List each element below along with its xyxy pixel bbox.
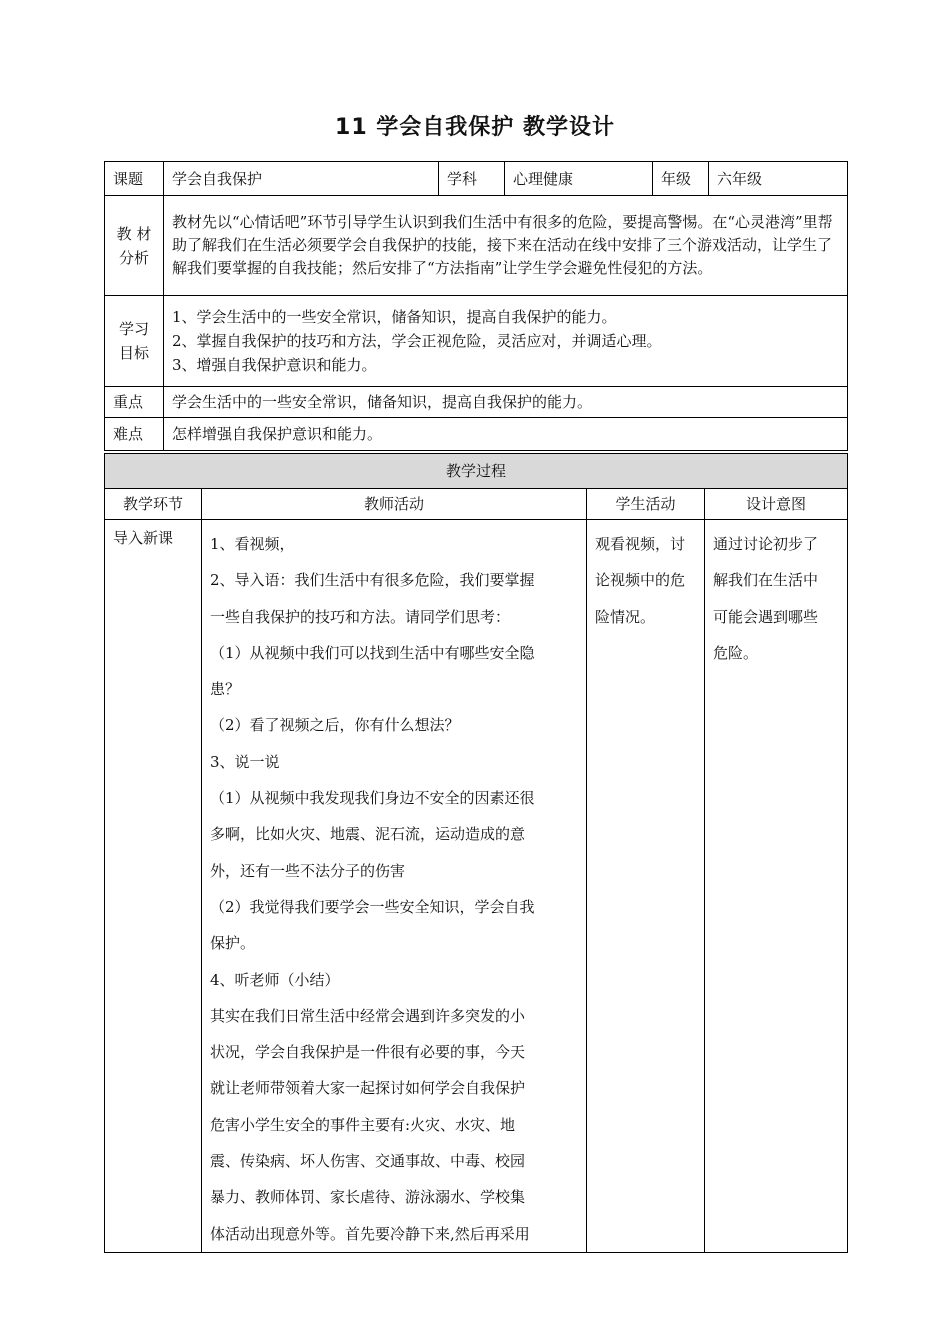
column-stage: 教学环节 [105, 489, 202, 520]
intent-line: 解我们在生活中 [713, 571, 819, 590]
key-text: 学会生活中的一些安全常识，储备知识，提高自我保护的能力。 [164, 387, 848, 418]
teacher-line: 3、说一说 [210, 752, 280, 771]
column-teacher: 教师活动 [202, 489, 587, 520]
teacher-line: 1、看视频， [210, 535, 295, 553]
intent-line: 通过讨论初步了 [713, 535, 819, 553]
stage-name: 导入新课 [105, 520, 202, 1253]
topic-row [105, 162, 848, 196]
student-activity [587, 520, 705, 1253]
topic-value: 学会自我保护 [164, 162, 439, 196]
grade-label: 年级 [653, 162, 709, 196]
subject-value: 心理健康 [505, 162, 653, 196]
difficulty-text: 怎样增强自我保护意识和能力。 [164, 418, 848, 451]
teacher-line: 震、传染病、坏人伤害、交通事故、中毒、校园 [210, 1152, 526, 1171]
key-label: 重点 [105, 387, 164, 418]
teacher-line: 状况，学会自我保护是一件很有必要的事，今天 [210, 1043, 526, 1062]
difficulty-label: 难点 [105, 418, 164, 451]
goal-item: 2、掌握自我保护的技巧和方法，学会正视危险，灵活应对，并调适心理。 [172, 332, 662, 350]
teacher-line: 危害小学生安全的事件主要有:火灾、水灾、地 [210, 1115, 516, 1134]
teacher-line: 2、导入语：我们生活中有很多危险，我们要掌握 [210, 571, 535, 590]
process-table [104, 453, 848, 1253]
goals-list [164, 296, 848, 387]
intent-line: 危险。 [713, 643, 759, 662]
teacher-line: （2）我觉得我们要学会一些安全知识，学会自我 [210, 897, 535, 916]
teacher-line: 就让老师带领着大家一起探讨如何学会自我保护 [210, 1079, 526, 1098]
process-heading: 教学过程 [105, 454, 848, 489]
teacher-line: 外，还有一些不法分子的伤害 [210, 861, 406, 880]
teacher-line: 保护。 [210, 934, 256, 953]
column-student: 学生活动 [587, 489, 705, 520]
teacher-line: 一些自我保护的技巧和方法。请同学们思考： [210, 607, 511, 626]
teacher-line: （1）从视频中我发现我们身边不安全的因素还很 [210, 789, 535, 808]
teacher-line: 暴力、教师体罚、家长虐待、游泳溺水、学校集 [210, 1188, 526, 1207]
teacher-line: （2）看了视频之后，你有什么想法？ [210, 716, 460, 735]
subject-label: 学科 [439, 162, 505, 196]
teacher-line: 4、听老师（小结） [210, 970, 340, 989]
student-line: 险情况。 [595, 607, 656, 626]
intent-line: 可能会遇到哪些 [713, 607, 819, 626]
student-line: 论视频中的危 [595, 571, 686, 590]
goal-item: 1、学会生活中的一些安全常识，储备知识，提高自我保护的能力。 [172, 308, 617, 326]
teacher-line: （1）从视频中我们可以找到生活中有哪些安全隐 [210, 643, 535, 662]
teacher-activity [202, 520, 587, 1253]
topic-label: 课题 [105, 162, 164, 196]
process-row [105, 520, 848, 1253]
analysis-row [105, 196, 848, 296]
student-line: 观看视频，讨 [595, 535, 686, 553]
goals-row [105, 296, 848, 387]
key-row [105, 387, 848, 418]
process-columns-row [105, 489, 848, 520]
grade-value: 六年级 [709, 162, 848, 196]
page-title: 11 学会自我保护 教学设计 [335, 115, 615, 140]
teacher-line: 体活动出现意外等。首先要冷静下来,然后再采用 [210, 1224, 530, 1243]
teacher-line: 多啊，比如火灾、地震、泥石流，运动造成的意 [210, 825, 526, 844]
process-heading-row [105, 454, 848, 489]
analysis-label: 教 材 分析 [105, 196, 164, 296]
difficulty-row [105, 418, 848, 451]
teacher-line: 患？ [210, 680, 241, 699]
goal-item: 3、增强自我保护意识和能力。 [172, 356, 377, 374]
goals-label: 学习 目标 [105, 296, 164, 387]
info-table [104, 161, 848, 451]
analysis-text: 教材先以“心情话吧”环节引导学生认识到我们生活中有很多的危险，要提高警惕。在“心灵港湾”里帮助了解我们在生活必须要学会自我保护的技能，接下来在活动在线中安排了三个游戏活动，让学生了解我们要掌握的自我技能；然后安排了“方法指南”让学生学会避免性侵犯的方法。 [164, 196, 848, 296]
teacher-line: 其实在我们日常生活中经常会遇到许多突发的小 [210, 1006, 526, 1025]
design-intent [705, 520, 848, 1253]
column-intent: 设计意图 [705, 489, 848, 520]
